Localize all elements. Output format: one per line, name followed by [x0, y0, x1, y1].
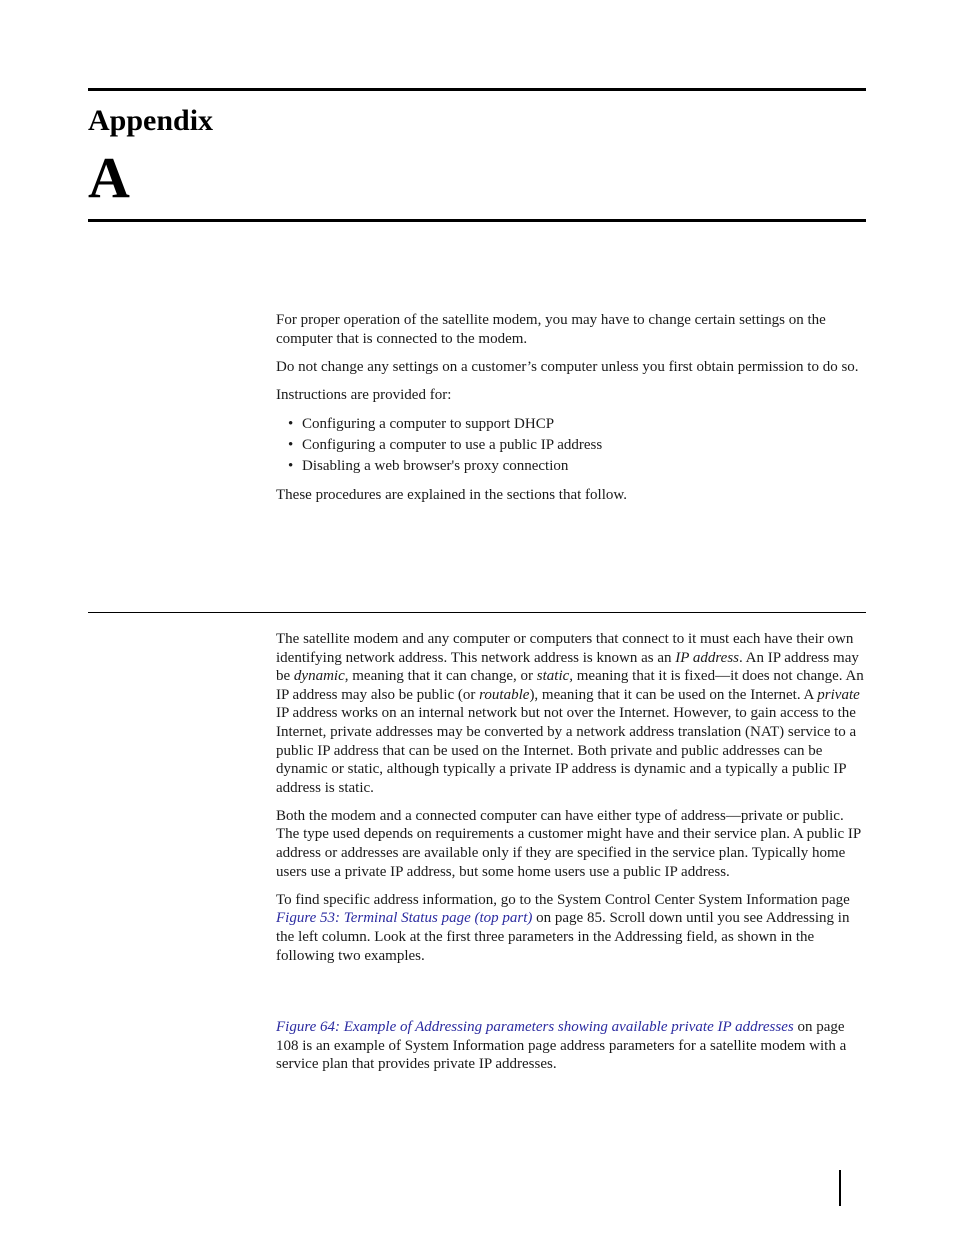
list-item-text: Configuring a computer to use a public IP address [302, 436, 603, 453]
text-run: on page 85. Scroll down until you see Addressing in the left column. Look at the first three parameters in the Addressing field, as shown in the following two examples. [276, 910, 850, 964]
term-routable: routable [479, 686, 530, 703]
term-private: private [817, 686, 860, 703]
text-run: . An IP address may be [276, 649, 859, 685]
chapter-bottom-rule [88, 219, 866, 222]
term-dynamic: dynamic [293, 668, 345, 685]
text-run: The satellite modem and any computer or computers that connect to it must each have their own identifying network address. This network address is known as an [276, 631, 854, 666]
intro-paragraph-1: For proper operation of the satellite modem, you may have to change certain settings on the computer that is connected to the modem. [276, 312, 826, 347]
page-number-bar [839, 1170, 841, 1206]
ip-address-section [276, 630, 868, 975]
list-item [288, 456, 868, 477]
list-item-text: Configuring a computer to support DHCP [302, 415, 555, 432]
intro-section [276, 311, 868, 514]
ip-paragraph-1 [276, 630, 868, 797]
text-run: IP address works on an internal network but not over the Internet. However, to gain access to the Internet, private addresses may be converted by a network address translation (NAT) service to a public IP address that can be used on the Internet. Both private and public addresses can be dynamic or static, although typically a private IP address is dynamic and a typically a public IP address is static. [276, 705, 857, 796]
appendix-title: Appendix [88, 104, 214, 137]
ip-paragraph-3 [276, 891, 868, 965]
intro-paragraph-4: These procedures are explained in the sections that follow. [276, 486, 627, 503]
list-item [288, 414, 868, 435]
bullet-icon: • [288, 415, 294, 432]
ip-paragraph-2: Both the modem and a connected computer can have either type of address—private or public. The type used depends on requirements a customer might have and their service plan. A public IP address or addresses are available only if they are specified in the service plan. Typically home users use a private IP address, but some home users use a public IP address. [276, 807, 861, 880]
instructions-list [276, 414, 868, 477]
section-divider [88, 612, 866, 613]
text-run: , meaning that it can change, or [344, 668, 537, 685]
bullet-icon: • [288, 436, 294, 453]
term-static: static, [536, 668, 574, 685]
figure-64-paragraph [276, 1018, 868, 1074]
intro-paragraph-2: Do not change any settings on a customer’s computer unless you first obtain permission to do so. [276, 358, 859, 375]
list-item-text: Disabling a web browser's proxy connection [302, 457, 569, 474]
chapter-top-rule [88, 88, 866, 91]
text-run: To find specific address information, go to the System Control Center System Information page [276, 891, 850, 908]
text-run: ), meaning that it can be used on the Internet. A [529, 686, 818, 703]
appendix-letter: A [88, 145, 130, 210]
text-run: meaning that it is fixed—it does not change. An IP address may also be public (or [276, 668, 864, 703]
term-ip-address: IP address [675, 649, 739, 666]
list-item [288, 435, 868, 456]
figure-64-link[interactable]: Figure 64: Example of Addressing parameters showing available private IP addresses [276, 1019, 794, 1035]
text-run: on page 108 is an example of System Information page address parameters for a satellite modem with a service plan that provides private IP addresses. [276, 1019, 847, 1073]
intro-paragraph-3: Instructions are provided for: [276, 386, 452, 403]
figure-reference-section [276, 1018, 868, 1083]
figure-53-link[interactable]: Figure 53: Terminal Status page (top part) [276, 910, 533, 927]
bullet-icon: • [288, 457, 294, 474]
